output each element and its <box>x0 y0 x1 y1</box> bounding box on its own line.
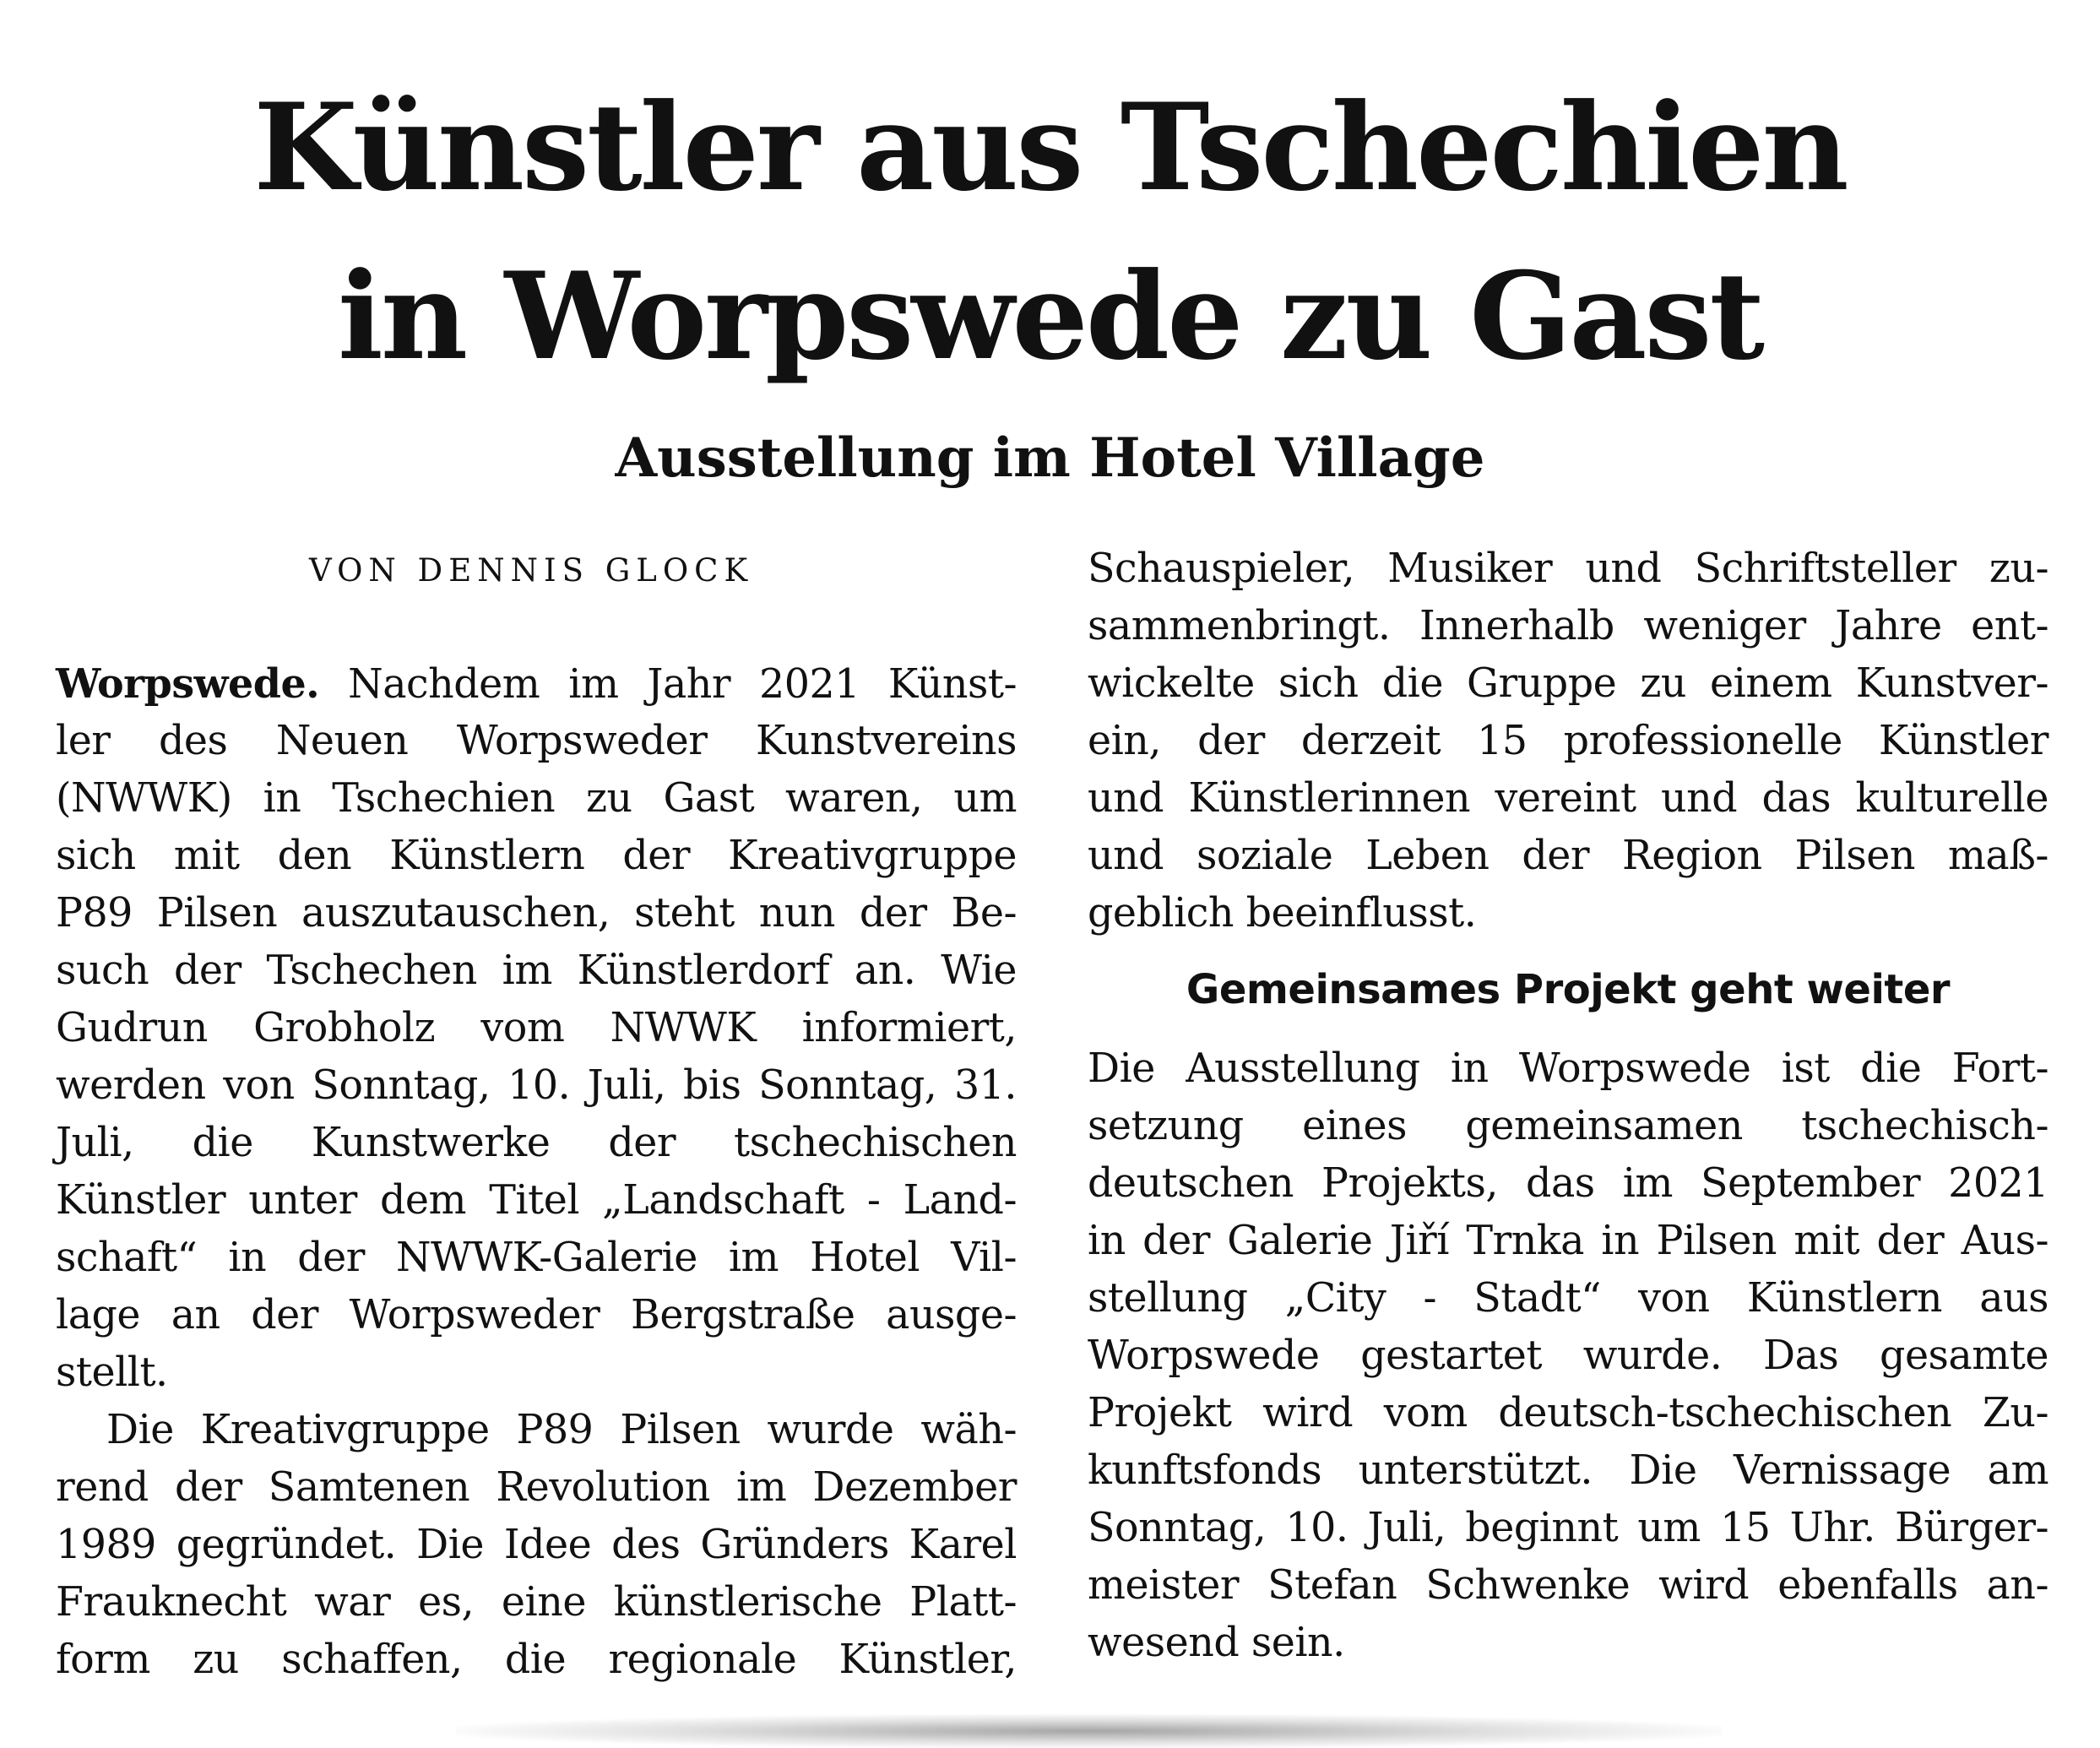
text-line: sammenbringt. Innerhalb weniger Jahre ent- <box>1088 603 2048 649</box>
text-line: Juli, die Kunstwerke der tschechischen <box>56 1120 1017 1166</box>
text-line: stellt. <box>56 1349 168 1396</box>
text-line: such der Tschechen im Künstlerdorf an. Wie <box>56 947 1017 994</box>
article-column-left <box>56 655 1017 1689</box>
text-line: P89 Pilsen auszutauschen, steht nun der Be- <box>56 890 1017 936</box>
text-line: und Künstlerinnen vereint und das kulturelle <box>1088 775 2048 822</box>
text-line: stellung „City - Stadt“ von Künstlern aus <box>1088 1275 2048 1322</box>
text-line: kunftsfonds unterstützt. Die Vernissage am <box>1088 1447 2048 1494</box>
headline-line-1: Künstler aus Tschechien <box>253 78 1847 218</box>
text-line: Frauknecht war es, eine künstlerische Platt- <box>56 1579 1017 1626</box>
text-line: meister Stefan Schwenke wird ebenfalls an- <box>1088 1562 2048 1609</box>
text-line: Die Kreativgruppe P89 Pilsen wurde wäh- <box>106 1407 1017 1453</box>
text-line: rend der Samtenen Revolution im Dezember <box>56 1464 1017 1511</box>
byline: VON DENNIS GLOCK <box>309 552 754 589</box>
text-line: ler des Neuen Worpsweder Kunstvereins <box>56 718 1017 764</box>
text-line: (NWWK) in Tschechien zu Gast waren, um <box>56 775 1017 822</box>
subheadline: Ausstellung im Hotel Village <box>615 426 1485 490</box>
text-line: Gudrun Grobholz vom NWWK informiert, <box>56 1005 1017 1051</box>
dateline: Worpswede. <box>56 660 320 708</box>
text-line: wesend sein. <box>1088 1620 1345 1666</box>
headline-line-2: in Worpswede zu Gast <box>337 247 1763 387</box>
text-line: ein, der derzeit 15 professionelle Künstler <box>1088 718 2048 764</box>
text-line: lage an der Worpsweder Bergstraße ausge- <box>56 1292 1017 1338</box>
text-line: Künstler unter dem Titel „Landschaft - Land- <box>56 1177 1017 1224</box>
text-line: 1989 gegründet. Die Idee des Gründers Karel <box>56 1522 1017 1568</box>
text-line: Worpswede gestartet wurde. Das gesamte <box>1088 1333 2048 1379</box>
text-line: form zu schaffen, die regionale Künstler, <box>56 1637 1017 1683</box>
text-line: setzung eines gemeinsamen tschechisch- <box>1088 1103 2048 1149</box>
text-line: Sonntag, 10. Juli, beginnt um 15 Uhr. Bürger- <box>1088 1505 2048 1551</box>
page-curl-shadow <box>456 1714 1723 1748</box>
text-line: Schauspieler, Musiker und Schriftsteller zu- <box>1088 546 2048 592</box>
text-line: Worpswede. Nachdem im Jahr 2021 Künst- <box>56 660 1017 708</box>
text-line: Die Ausstellung in Worpswede ist die Fort- <box>1088 1045 2048 1092</box>
text-line: werden von Sonntag, 10. Juli, bis Sonntag, 31. <box>56 1062 1017 1109</box>
crosshead: Gemeinsames Projekt geht weiter <box>1186 966 1951 1013</box>
text-line: schaft“ in der NWWK-Galerie im Hotel Vil- <box>56 1235 1017 1281</box>
article-column-right <box>1088 540 2048 1672</box>
text-line: und soziale Leben der Region Pilsen maß- <box>1088 833 2048 879</box>
text-line: geblich beeinflusst. <box>1088 890 1477 936</box>
text-line: Projekt wird vom deutsch-tschechischen Zu- <box>1088 1390 2048 1436</box>
text-line: deutschen Projekts, das im September 2021 <box>1088 1160 2048 1207</box>
text-line: sich mit den Künstlern der Kreativgruppe <box>56 833 1017 879</box>
text-line: in der Galerie Jiří Trnka in Pilsen mit der Aus- <box>1088 1218 2048 1264</box>
text-line: wickelte sich die Gruppe zu einem Kunstver- <box>1088 660 2048 707</box>
